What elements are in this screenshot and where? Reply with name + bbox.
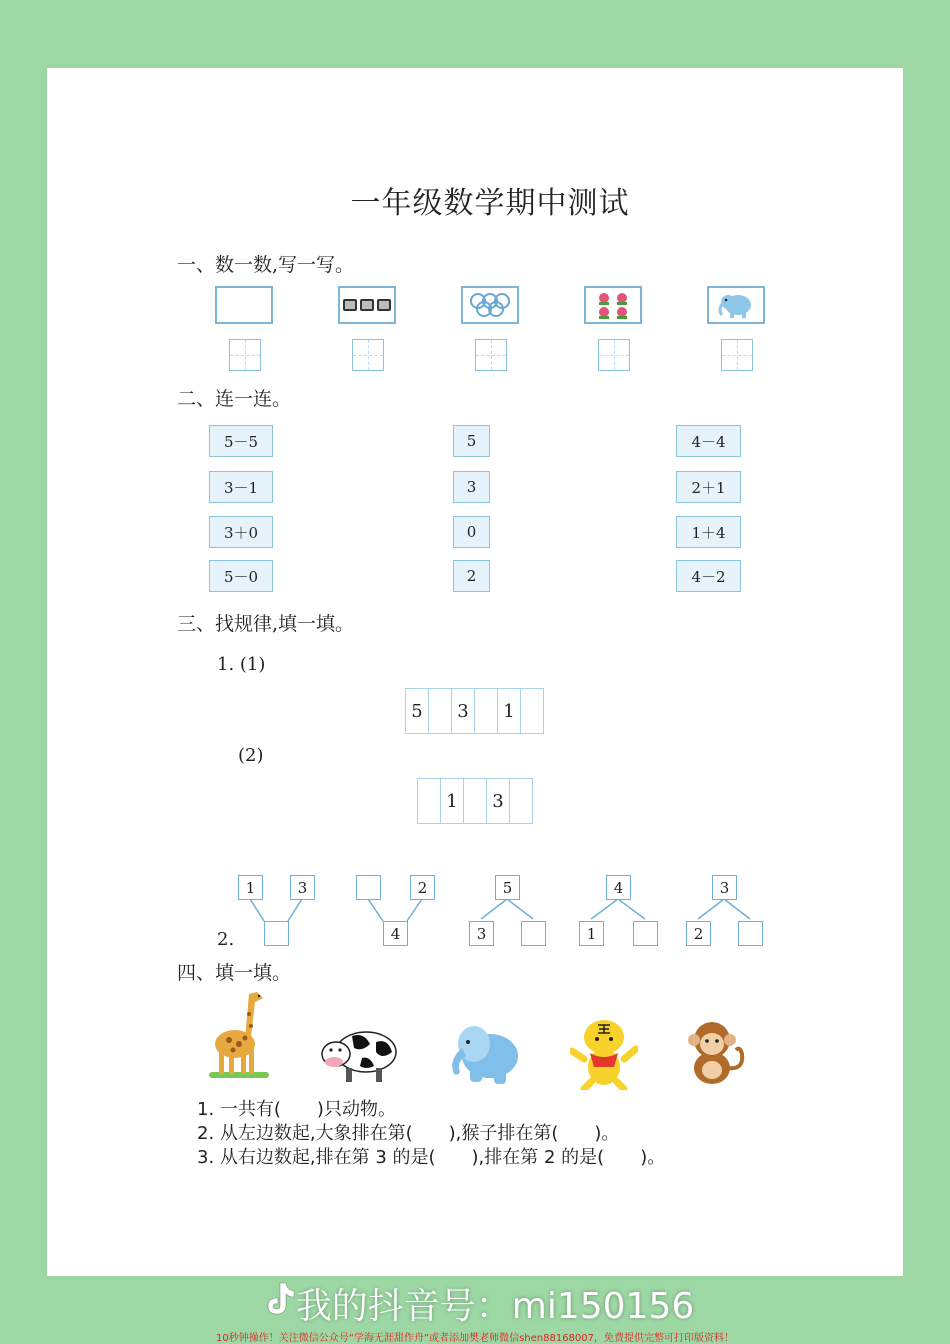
- match-card-middle[interactable]: 2: [453, 560, 490, 592]
- match-card-right[interactable]: 4－4: [676, 425, 741, 457]
- section-3-heading: 三、找规律,填一填。: [177, 613, 355, 635]
- elephant-icon: [444, 1018, 524, 1088]
- match-card-left[interactable]: 5－5: [209, 425, 273, 457]
- tree-box: 1: [579, 921, 604, 946]
- tree-box[interactable]: [521, 921, 546, 946]
- tiger-icon: [570, 1015, 638, 1090]
- pattern-cell: 3: [451, 688, 475, 734]
- match-card-right[interactable]: 1＋4: [676, 516, 741, 548]
- match-card-left[interactable]: 3－1: [209, 471, 273, 503]
- tree-box: 3: [712, 875, 737, 900]
- problem-1-2-label: (2): [238, 745, 264, 766]
- question-2: 2. 从左边数起,大象排在第( ),猴子排在第( )。: [197, 1123, 620, 1144]
- giraffe-icon: [205, 988, 271, 1088]
- tree-box[interactable]: [356, 875, 381, 900]
- page-title: 一年级数学期中测试: [350, 186, 630, 221]
- pattern-cell: 1: [497, 688, 521, 734]
- pattern-cell: 1: [440, 778, 464, 824]
- footer-notice: 10秒钟操作！关注微信公众号“学海无涯甜作舟”或者添加樊老师微信shen88168007，免费提供完整可打印版资料！: [215, 1333, 735, 1344]
- pattern-cell: 3: [486, 778, 510, 824]
- tree-box[interactable]: [264, 921, 289, 946]
- match-card-middle[interactable]: 5: [453, 425, 490, 457]
- section-1-heading: 一、数一数,写一写。: [177, 254, 355, 276]
- tree-box[interactable]: [738, 921, 763, 946]
- problem-1-1-label: 1. (1): [217, 654, 266, 675]
- tree-box: 5: [495, 875, 520, 900]
- match-card-right[interactable]: 2＋1: [676, 471, 741, 503]
- match-card-left[interactable]: 5－0: [209, 560, 273, 592]
- monkey-icon: [682, 1018, 746, 1088]
- tree-box: 2: [410, 875, 435, 900]
- tree-box: 4: [383, 921, 408, 946]
- douyin-account: 我的抖音号：mi150156: [295, 1286, 695, 1327]
- match-card-middle[interactable]: 3: [453, 471, 490, 503]
- problem-2-label: 2.: [217, 929, 235, 950]
- tree-box: 4: [606, 875, 631, 900]
- section-4-heading: 四、填一填。: [177, 962, 292, 984]
- tree-box: 3: [469, 921, 494, 946]
- question-3: 3. 从右边数起,排在第 3 的是( ),排在第 2 的是( )。: [197, 1147, 666, 1168]
- tree-box: 2: [686, 921, 711, 946]
- tree-box[interactable]: [633, 921, 658, 946]
- pattern-cell: 5: [405, 688, 429, 734]
- section-2-heading: 二、连一连。: [177, 388, 292, 410]
- match-card-middle[interactable]: 0: [453, 516, 490, 548]
- match-card-left[interactable]: 3＋0: [209, 516, 273, 548]
- match-card-right[interactable]: 4－2: [676, 560, 741, 592]
- cow-icon: [318, 1018, 402, 1088]
- tree-box: 3: [290, 875, 315, 900]
- tree-box: 1: [238, 875, 263, 900]
- question-1: 1. 一共有( )只动物。: [197, 1099, 396, 1120]
